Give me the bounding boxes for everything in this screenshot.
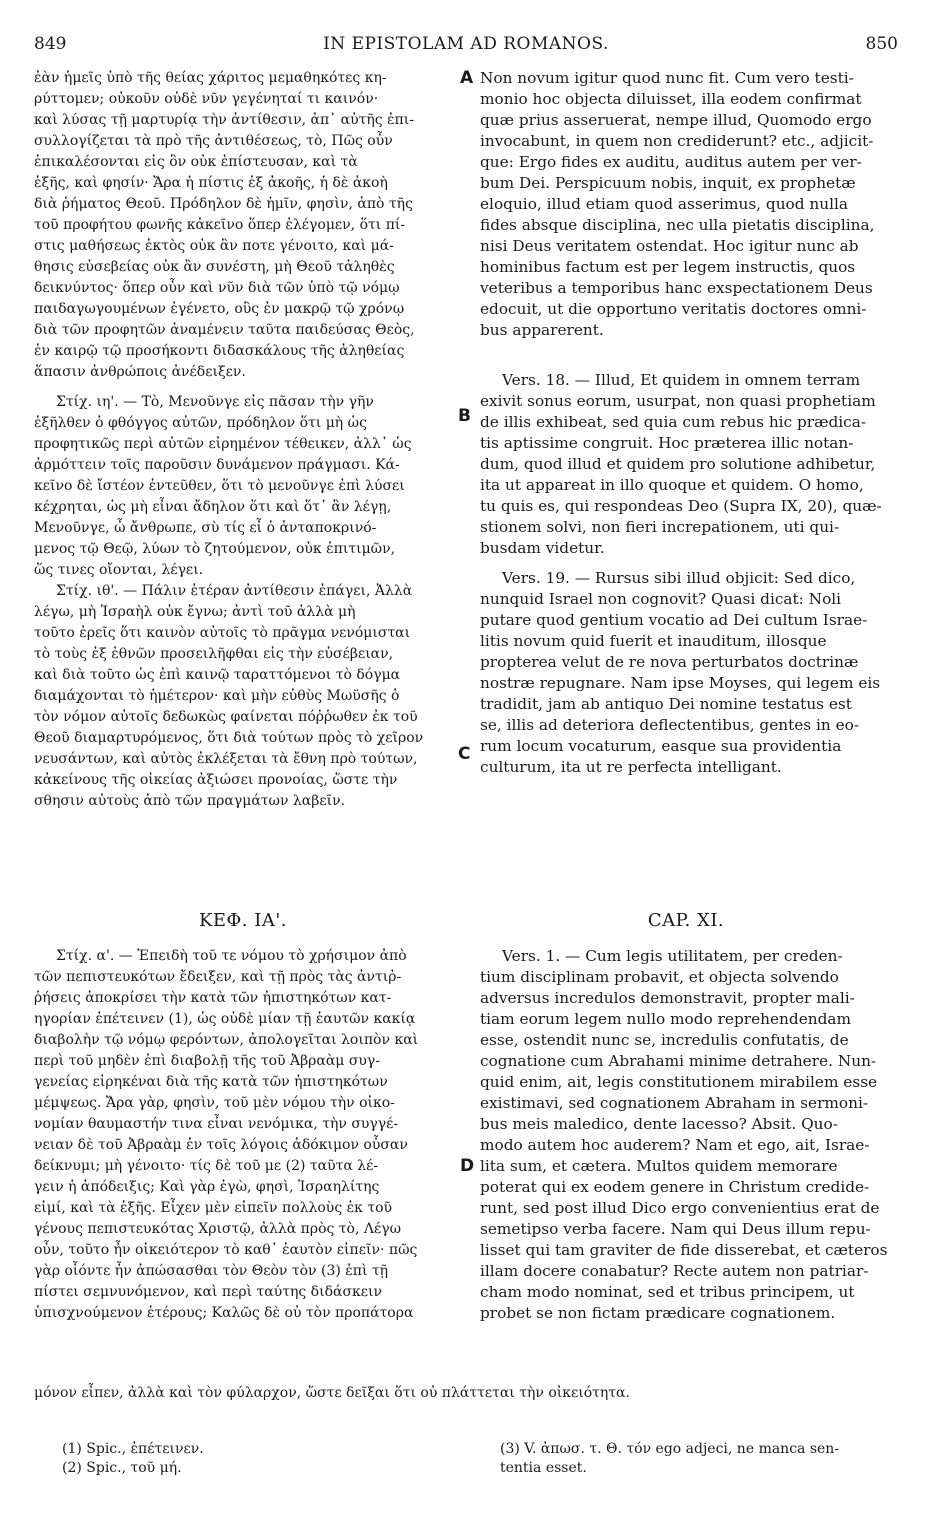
text-line: tradidit, jam ab antiquo Dei nomine testatus est xyxy=(480,695,852,713)
text-line: γενείας εἰρηκέναι διὰ τῆς κατὰ τῶν ἠπιστηκότων xyxy=(34,1074,388,1090)
text-line: probet se non fictam prædicare cognationem. xyxy=(480,1304,836,1322)
text-line: κεῖνο δὲ ἴστέον ἐντεῦθεν, ὅτι τὸ μενοῦνγε ἐπὶ λύσει xyxy=(34,478,405,494)
text-line: putare quod gentium vocatio ad Dei cultum Israe- xyxy=(480,611,868,629)
text-line: invocabunt, in quem non crediderunt? etc., adjicit- xyxy=(480,132,874,150)
text-line: ηγορίαν ἐπέτεινεν (1), ὡς οὐδὲ μίαν τῇ ἑαυτῶν κακίᾳ xyxy=(34,1011,416,1027)
text-line: quid enim, ait, legis constitutionem mirabilem esse xyxy=(480,1073,878,1091)
text-line: dum, quod illud et quidem pro solutione adhibetur, xyxy=(480,455,876,473)
text-line: edocuit, ut die opportuno veritatis doctores omni- xyxy=(480,300,867,318)
page-number-left: 849 xyxy=(34,34,67,54)
text-line: κἀκείνους τῆς οἰκείας ἀξιώσει προνοίας, ὥστε τὴν xyxy=(34,772,398,788)
text-line: eloquio, illud etiam quod asserimus, quod nulla xyxy=(480,195,849,213)
footnote: (1) Spic., ἐπέτεινεν. xyxy=(62,1441,204,1457)
text-line: κέχρηται, ὡς μὴ εἶναι ἄδηλον ὅτι καὶ ὅτ᾽ ἂν λέγῃ, xyxy=(34,499,392,515)
text-line: que: Ergo fides ex auditu, auditus autem per ver- xyxy=(480,153,862,171)
latin-column-chapter-11 xyxy=(480,946,892,1324)
chapter-heading-greek: ΚΕΦ. ΙΑ'. xyxy=(198,910,288,931)
text-line: ἁρμόττειν τοῖς παροῦσιν δυνάμενον πράγμασι. Κά- xyxy=(34,457,400,473)
text-line: περὶ τοῦ μηδὲν ἐπὶ διαβολῇ τῆς τοῦ Ἀβραὰμ συγ- xyxy=(34,1053,381,1069)
text-line: νομίαν θαυμαστήν τινα εἶναι νενόμικα, τὴν συγγέ- xyxy=(34,1116,399,1132)
text-line: ὑπισχνούμενον ἑτέρους; Καλῶς δὲ οὐ τὸν προπάτορα xyxy=(34,1305,414,1321)
text-line: ita ut appareat in illo quoque et quidem. O homo, xyxy=(480,476,864,494)
text-line: litis novum quid fuerit et inauditum, illosque xyxy=(480,632,827,650)
text-line: nunquid Israel non cognovit? Quasi dicat: Noli xyxy=(480,590,842,608)
text-line: διαμάχονται τὸ ἡμέτερον· καὶ μὴν εὐθὺς Μωϋσῆς ὁ xyxy=(34,688,400,704)
text-line: Μενοῦνγε, ὦ ἄνθρωπε, σὺ τίς εἶ ὁ ἀνταποκρινό- xyxy=(34,520,377,536)
text-line: Vers. 18. — Illud, Et quidem in omnem terram xyxy=(502,371,861,389)
text-line: λέγω, μὴ Ἰσραὴλ οὐκ ἔγνω; ἀντὶ τοῦ ἀλλὰ μὴ xyxy=(34,604,356,620)
text-line: Vers. 1. — Cum legis utilitatem, per creden- xyxy=(502,947,843,965)
text-line: μενος τῷ Θεῷ, λύων τὸ ζητούμενον, οὐκ ἐπιτιμῶν, xyxy=(34,541,396,557)
text-line: εἰμί, καὶ τὰ ἑξῆς. Εἶχεν μὲν εἰπεῖν πολλοὺς ἐκ τοῦ xyxy=(34,1200,393,1216)
text-line: ρύττομεν; οὐκοῦν οὐδὲ νῦν γεγένηταί τι καινόν· xyxy=(34,91,379,107)
text-line: Non novum igitur quod nunc fit. Cum vero testi- xyxy=(480,69,854,87)
text-line: de illis exhibeat, sed quia cum rebus hic prædica- xyxy=(480,413,867,431)
text-line: exivit sonus eorum, usurpat, non quasi prophetiam xyxy=(480,392,876,410)
text-line: παιδαγωγουμένων ἐγένετο, οὓς ἐν μακρῷ τῷ χρόνῳ xyxy=(34,301,405,317)
text-line: δεικνύντος· ὅπερ οὖν καὶ νῦν διὰ τῶν ὑπὸ τῷ νόμῳ xyxy=(34,280,400,296)
text-line: νευσάντων, καὶ αὐτὸς ἐκλέξεται τὰ ἔθνη πρὸ τούτων, xyxy=(34,751,418,767)
text-line: διαβολὴν τῷ νόμῳ φερόντων, ἀπολογεῖται λοιπὸν καὶ xyxy=(34,1032,419,1048)
text-line: γένους πεπιστευκότας Χριστῷ, ἀλλὰ πρὸς τὸ, Λέγω xyxy=(34,1221,402,1237)
text-line: ἅπασιν ἀνθρώποις ἀνέδειξεν. xyxy=(34,364,246,380)
text-line: propterea velut de re nova perturbatos doctrinæ xyxy=(480,653,859,671)
text-line: θησις εὐσεβείας οὐκ ἂν συνέστη, μὴ Θεοῦ τἀληθὲς xyxy=(34,259,395,275)
text-line: cognatione cum Abrahami minime detrahere. Nun- xyxy=(480,1052,877,1070)
text-line: νειαν δὲ τοῦ Ἀβραὰμ ἐν τοῖς λόγοις ἀδόκιμον οὖσαν xyxy=(34,1137,408,1153)
text-line: τὸν νόμον αὐτοῖς δεδωκὼς φαίνεται πόῤῥωθεν ἐκ τοῦ xyxy=(34,709,418,725)
running-title: IN EPISTOLAM AD ROMANOS. xyxy=(323,34,609,54)
text-line: γειν ἡ ἀπόδειξις; Καὶ γὰρ ἐγὼ, φησὶ, Ἰσραηλίτης xyxy=(34,1179,380,1195)
text-line: modo autem hoc auderem? Nam et ego, ait, Israe- xyxy=(480,1136,870,1154)
latin-column-top xyxy=(480,68,892,778)
text-line: bus meis maledico, dente lacesso? Absit. Quo- xyxy=(480,1115,838,1133)
text-line: quæ prius asseruerat, nempe illud, Quomodo ergo xyxy=(480,111,872,129)
text-line: bum Dei. Perspicuum nobis, inquit, ex prophetæ xyxy=(480,174,856,192)
marginal-letter-d: D xyxy=(460,1156,475,1176)
footnote: tentia esset. xyxy=(500,1460,587,1476)
latin-paragraph-intro xyxy=(480,68,892,341)
text-line: καὶ λύσας τῇ μαρτυρίᾳ τὴν ἀντίθεσιν, ἀπ᾽ αὐτῆς ἐπι- xyxy=(34,112,414,128)
text-line: ὥς τινες οἴονται, λέγει. xyxy=(34,562,204,578)
greek-paragraph-intro xyxy=(34,68,452,383)
text-line: tiam eorum legem nullo modo reprehendendam xyxy=(480,1010,852,1028)
latin-paragraph-verse-18 xyxy=(480,370,892,559)
text-line: stionem solvi, non fieri increpationem, uti qui- xyxy=(480,518,840,536)
text-line: bus apparerent. xyxy=(480,321,604,339)
text-line: μέμψεως. Ἄρα γὰρ, φησὶν, τοῦ μὲν νόμου τὴν οἰκο- xyxy=(34,1095,395,1111)
marginal-letter-a: A xyxy=(460,68,474,88)
text-line: poterat qui ex eodem genere in Christum credide- xyxy=(480,1178,870,1196)
text-line: tium disciplinam probavit, et objecta solvendo xyxy=(480,968,839,986)
text-line: veteribus a temporibus hanc exspectationem Deus xyxy=(480,279,873,297)
text-line: προφητικῶς περὶ αὐτῶν εἰρημένον τέθεικεν, ἀλλ᾽ ὡς xyxy=(34,436,412,452)
text-line: γὰρ οἷόντε ἦν ἀπώσασθαι τὸν Θεὸν τὸν (3) ἐπὶ τῇ xyxy=(34,1263,389,1279)
greek-paragraph-verse-18 xyxy=(34,392,452,581)
text-line: ἐν καιρῷ τῷ προσήκοντι διδασκάλους τῆς ἀληθείας xyxy=(34,343,405,359)
text-line: ἐὰν ἡμεῖς ὑπὸ τῆς θείας χάριτος μεμαθηκότες κη- xyxy=(34,70,387,86)
text-line: culturum, ita ut re perfecta intelligant. xyxy=(480,758,782,776)
text-line: Στίχ. α'. — Ἐπειδὴ τοῦ τε νόμου τὸ χρήσιμον ἀπὸ xyxy=(56,948,407,964)
text-line: rum locum vocaturum, easque sua providentia xyxy=(480,737,842,755)
text-line: semetipso verba facere. Nam qui Deus illum repu- xyxy=(480,1220,871,1238)
text-line: busdam videtur. xyxy=(480,539,605,557)
text-line: διὰ τῶν προφητῶν ἀναμένειν ταῦτα παιδεύσας Θεὸς, xyxy=(34,322,415,338)
text-line: οὖν, τοῦτο ἦν οἰκειότερον τὸ καθ᾽ ἑαυτὸν εἰπεῖν· πῶς xyxy=(34,1242,418,1258)
text-line: στις μαθήσεως ἐκτὸς οὐκ ἂν ποτε γένοιτο, καὶ μά- xyxy=(34,238,394,254)
text-line: hominibus factum est per legem instructis, quos xyxy=(480,258,856,276)
text-line: ἐξῆλθεν ὁ φθόγγος αὐτῶν, πρόδηλον ὅτι μὴ ὡς xyxy=(34,415,367,431)
footnotes-right xyxy=(500,1440,892,1478)
text-line: Στίχ. ιθ'. — Πάλιν ἑτέραν ἀντίθεσιν ἐπάγει, Ἀλλὰ xyxy=(56,583,413,599)
text-line: διὰ ῥήματος Θεοῦ. Πρόδηλον δὲ ἡμῖν, φησὶν, ἀπὸ τῆς xyxy=(34,196,413,212)
text-line: ῥήσεις ἀποκρίσει τὴν κατὰ τῶν ἠπιστηκότων κατ- xyxy=(34,990,392,1006)
text-line: fides absque disciplina, nec ulla pietatis disciplina, xyxy=(480,216,875,234)
text-line: καὶ διὰ τοῦτο ὡς ἐπὶ καινῷ ταραττόμενοι τὸ δόγμα xyxy=(34,667,401,683)
text-line: τοῦ προφήτου φωνῆς κἀκεῖνο ὅπερ ἐλέγομεν, ὅτι πί- xyxy=(34,217,406,233)
footnote: (2) Spic., τοῦ μή. xyxy=(62,1460,182,1476)
text-line: τὸ τοὺς ἐξ ἐθνῶν προσειλῆφθαι εἰς τὴν εὐσέβειαν, xyxy=(34,646,394,662)
text-line: lita sum, et cætera. Multos quidem memorare xyxy=(480,1157,838,1175)
text-line: τῶν πεπιστευκότων ἔδειξεν, καὶ τῇ πρὸς τὰς ἀντιῤ- xyxy=(34,969,402,985)
text-line: σθησιν αὐτοὺς ἀπὸ τῶν πραγμάτων λαβεῖν. xyxy=(34,793,346,809)
greek-column-chapter-11 xyxy=(34,946,452,1324)
greek-column-top xyxy=(34,68,452,812)
text-line: τοῦτο ἐρεῖς ὅτι καινὸν αὐτοῖς τὸ πρᾶγμα νενόμισται xyxy=(34,625,411,641)
latin-paragraph-verse-19 xyxy=(480,568,892,778)
text-line: esse, ostendit nunc se, incredulis confutatis, de xyxy=(480,1031,849,1049)
footnotes-left xyxy=(62,1440,442,1478)
text-line: ἑξῆς, καὶ φησίν· Ἄρα ἡ πίστις ἐξ ἀκοῆς, ἡ δὲ ἀκοὴ xyxy=(34,175,388,191)
text-line: Θεοῦ διαμαρτυρόμενος, ὅτι διὰ τούτων πρὸς τὸ χεῖρον xyxy=(34,730,424,746)
greek-overflow-line: μόνον εἶπεν, ἀλλὰ καὶ τὸν φύλαρχον, ὥστε δεῖξαι ὅτι οὐ πλάττεται τὴν οἰκειότητα. xyxy=(34,1385,630,1401)
text-line: δείκνυμι; μὴ γένοιτο· τίς δὲ τοῦ με (2) ταῦτα λέ- xyxy=(34,1158,379,1174)
text-line: συλλογίζεται τὰ πρὸ τῆς ἀντιθέσεως, τὸ, Πῶς οὖν xyxy=(34,133,393,149)
marginal-letter-b: B xyxy=(458,406,471,426)
marginal-letter-c: C xyxy=(458,744,471,764)
text-line: tu quis es, qui respondeas Deo (Supra IX, 20), quæ- xyxy=(480,497,882,515)
text-line: cham modo nominat, sed et tribus principem, ut xyxy=(480,1283,855,1301)
text-line: monio hoc objecta diluisset, illa eodem confirmat xyxy=(480,90,862,108)
text-line: Vers. 19. — Rursus sibi illud objicit: Sed dico, xyxy=(502,569,856,587)
text-line: illam docere conabatur? Recte autem non patriar- xyxy=(480,1262,869,1280)
text-line: se, illis ad deteriora deflectentibus, gentes in eo- xyxy=(480,716,860,734)
text-line: tis aptissime congruit. Hoc præterea illic notan- xyxy=(480,434,854,452)
chapter-heading-latin: CAP. XI. xyxy=(647,910,725,931)
text-line: lisset qui tam graviter de fide disserebat, et cæteros xyxy=(480,1241,888,1259)
text-line: existimavi, sed cognationem Abraham in sermoni- xyxy=(480,1094,869,1112)
text-line: Στίχ. ιη'. — Τὸ, Μενοῦνγε εἰς πᾶσαν τὴν γῆν xyxy=(56,394,374,410)
text-line: runt, sed post illud Dico ergo convenientius erat de xyxy=(480,1199,880,1217)
text-line: nisi Deus veritatem ostendat. Hoc igitur nunc ab xyxy=(480,237,859,255)
text-line: adversus incredulos demonstravit, propter mali- xyxy=(480,989,855,1007)
footnote: (3) V. ἀπωσ. τ. Θ. τόν ego adjeci, ne manca sen- xyxy=(500,1441,840,1457)
greek-paragraph-verse-19 xyxy=(34,581,452,812)
running-head xyxy=(34,34,898,58)
text-line: nostræ repugnare. Nam ipse Moyses, qui legem eis xyxy=(480,674,881,692)
text-line: πίστει σεμνυνόμενον, καὶ περὶ ταύτης διδάσκειν xyxy=(34,1284,383,1300)
text-line: ἐπικαλέσονται εἰς ὃν οὐκ ἐπίστευσαν, καὶ τὰ xyxy=(34,154,358,170)
page-number-right: 850 xyxy=(865,34,898,54)
